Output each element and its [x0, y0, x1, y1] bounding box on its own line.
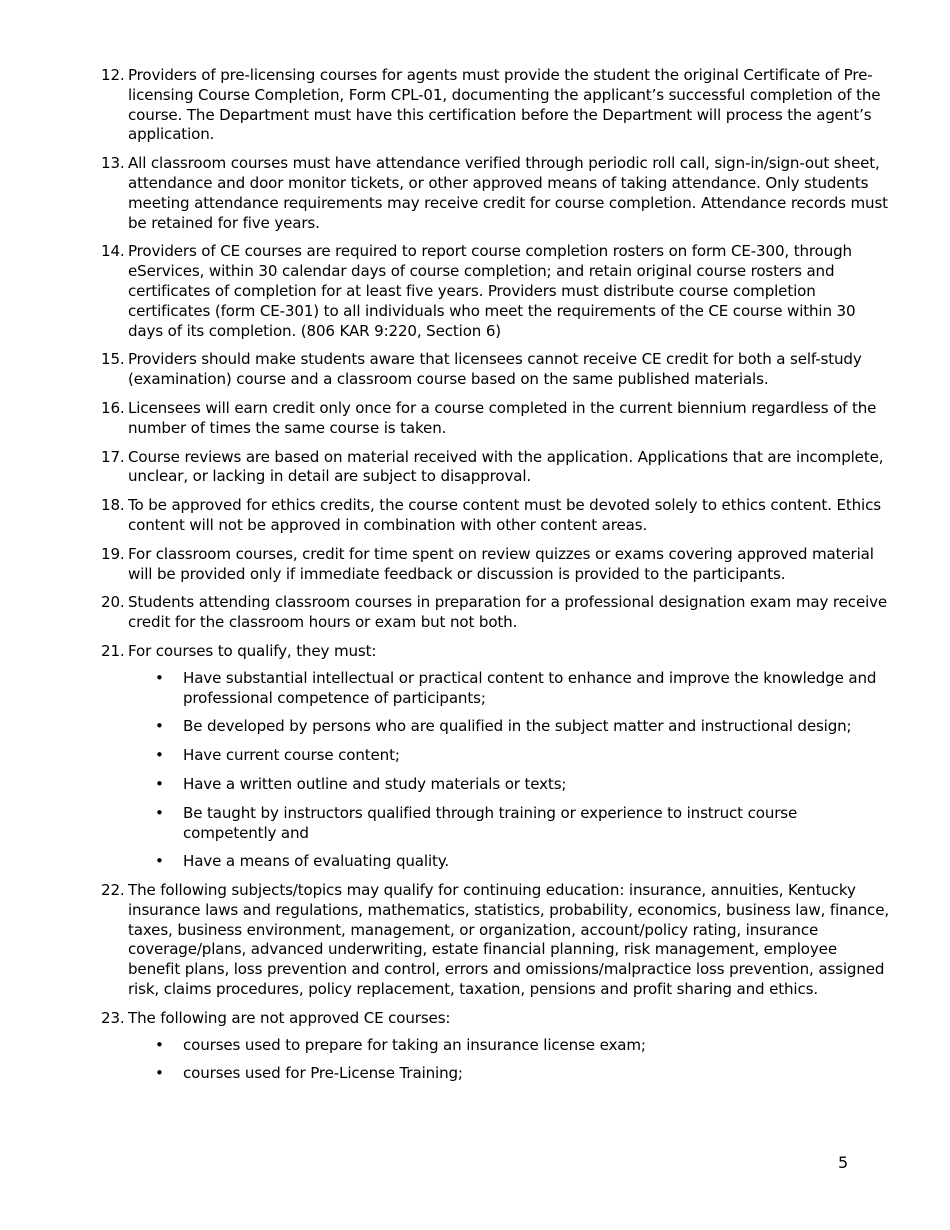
item-number: 13. [101, 154, 125, 173]
item-text: To be approved for ethics credits, the course content must be devoted solely to ethics content. Ethics content will not be approved in combination with other content areas. [128, 496, 881, 534]
item-text: Course reviews are based on material received with the application. Applications that are incomplete, unclear, or lacking in detail are subject to disapproval. [128, 447, 884, 486]
list-item [101, 545, 891, 585]
item-number: 18. [101, 496, 125, 515]
item-text: Providers of CE courses are required to report course completion rosters on form CE-300, through eServices, within 30 calendar days of course completion; and retain original course rosters and certificates of completion for at least five years. Providers must distribute course completion certificates (form CE-301) to all individuals who meet the requirements of the CE course within 30 days of its completion. (806 KAR 9:220, Section 6) [128, 242, 856, 340]
item-number: 21. [101, 641, 125, 660]
item-number: 23. [101, 1008, 125, 1027]
item-number: 16. [101, 398, 125, 417]
bullet-item: • Have current course content; [128, 746, 891, 766]
list-item [101, 242, 891, 341]
list-item [101, 881, 891, 1000]
item-text: Licensees will earn credit only once for a course completed in the current biennium regardless of the number of times the same course is taken. [128, 398, 877, 437]
item-text: For courses to qualify, they must: [128, 641, 377, 660]
item-number: 19. [101, 544, 125, 563]
bullet-item: • courses used for Pre-License Training; [128, 1064, 891, 1084]
bullet-list [128, 669, 891, 872]
item-number: 20. [101, 593, 125, 612]
bullet-item: • Have a written outline and study materials or texts; [128, 775, 891, 795]
bullet-item: • Have substantial intellectual or practical content to enhance and improve the knowledge and professional competence of participants; [128, 669, 891, 709]
item-text: For classroom courses, credit for time spent on review quizzes or exams covering approved material will be provided only if immediate feedback or discussion is provided to the participants. [128, 544, 874, 583]
item-number: 17. [101, 447, 125, 466]
page-number: 5 [838, 1153, 849, 1172]
list-item [101, 154, 891, 233]
item-number: 15. [101, 350, 125, 369]
item-number: 12. [101, 66, 125, 84]
bullet-item: • Be developed by persons who are qualified in the subject matter and instructional design; [128, 717, 891, 737]
list-item [101, 448, 891, 488]
item-number: 22. [101, 881, 125, 900]
item-text: The following subjects/topics may qualify for continuing education: insurance, annuities, Kentucky insurance laws and regulations, mathematics, statistics, probability, economics, business law, finance, taxes, business environment, management, or organization, account/policy rating, insurance coverage/plans, advanced underwriting, estate financial planning, risk management, employee benefit plans, loss prevention and control, errors and omissions/malpractice loss prevention, assigned risk, claims procedures, policy replacement, taxation, pensions and profit sharing and ethics. [128, 881, 889, 999]
item-text: Providers of pre-licensing courses for agents must provide the student the original Certificate of Pre-licensing Course Completion, Form CPL-01, documenting the applicant’s successful completion of the course. The Department must have this certification before the Department will process the agent’s application. [128, 66, 881, 144]
list-item [101, 593, 891, 633]
bullet-item: • Be taught by instructors qualified through training or experience to instruct course competently and [128, 804, 891, 844]
item-number: 14. [101, 242, 125, 261]
list-item [101, 496, 891, 536]
numbered-list [101, 66, 891, 1093]
bullet-list [128, 1036, 891, 1085]
list-item [101, 399, 891, 439]
item-text: All classroom courses must have attendance verified through periodic roll call, sign-in/sign-out sheet, attendance and door monitor tickets, or other approved means of taking attendance. Only students meeting attendance requirements may receive credit for course completion. Attendance records must be retained for five years. [128, 154, 888, 232]
list-item [101, 66, 891, 145]
item-text: Providers should make students aware that licensees cannot receive CE credit for both a self-study (examination) course and a classroom course based on the same published materials. [128, 350, 862, 389]
item-text: The following are not approved CE courses: [128, 1008, 451, 1027]
list-item [101, 1009, 891, 1084]
list-item [101, 350, 891, 390]
bullet-item: • Have a means of evaluating quality. [128, 852, 891, 872]
item-text: Students attending classroom courses in preparation for a professional designation exam may receive credit for the classroom hours or exam but not both. [128, 593, 888, 632]
bullet-item: • courses used to prepare for taking an insurance license exam; [128, 1036, 891, 1056]
list-item [101, 642, 891, 872]
